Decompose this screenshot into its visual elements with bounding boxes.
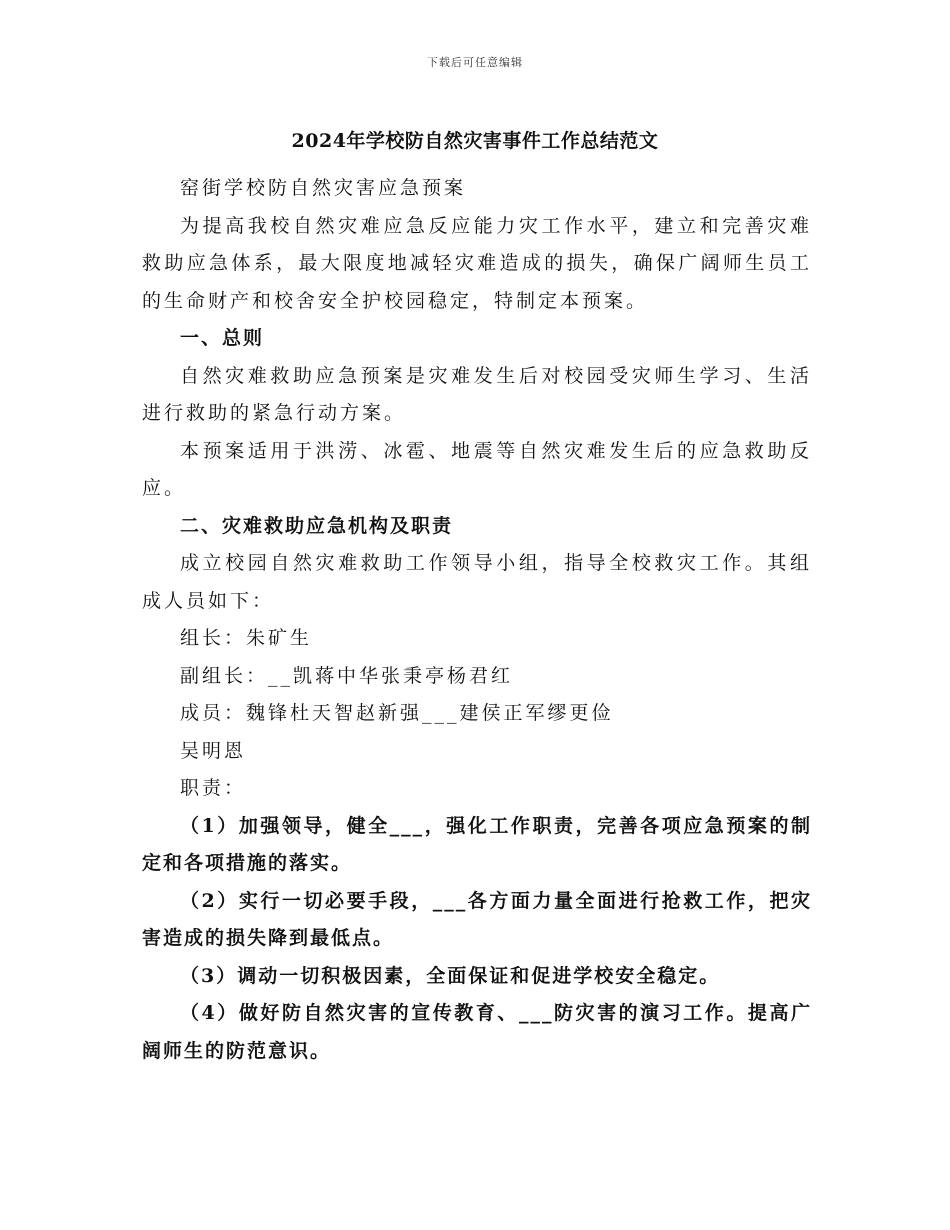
members-continued-line: 吴明恩 — [180, 739, 247, 762]
section-heading-general: 一、总则 — [180, 327, 265, 349]
header-note: 下载后可任意编辑 — [427, 56, 523, 69]
duty-item-3: （3）调动一切积极因素，全面保证和促进学校安全稳定。 — [180, 964, 721, 987]
document-title: 2024年学校防自然灾害事件工作总结范文 — [291, 130, 659, 152]
duty-item-1: （1）加强领导，健全___，强化工作职责，完善各项应急预案的制定和各项措施的落实。 — [142, 814, 812, 874]
document-body — [142, 170, 812, 1070]
purpose-paragraph: 为提高我校自然灾难应急反应能力灾工作水平，建立和完善灾难救助应急体系，最大限度地减轻灾难造成的损失，确保广阔师生员工的生命财产和校舍安全护校园稳定，特制定本预案。 — [142, 214, 812, 312]
deputy-leader-line: 副组长：__凯蒋中华张秉亭杨君红 — [180, 664, 514, 687]
organization-paragraph: 成立校园自然灾难救助工作领导小组，指导全校救灾工作。其组成人员如下： — [142, 552, 812, 612]
duty-item-4: （4）做好防自然灾害的宣传教育、___防灾害的演习工作。提高广阔师生的防范意识。 — [142, 1002, 812, 1062]
scope-paragraph: 本预案适用于洪涝、冰雹、地震等自然灾难发生后的应急救助反应。 — [142, 439, 812, 499]
leader-line: 组长：朱矿生 — [180, 627, 313, 649]
section-heading-organization: 二、灾难救助应急机构及职责 — [180, 514, 454, 537]
members-line: 成员：魏锋杜天智赵新强___建侯正军缪更俭 — [180, 702, 614, 724]
duty-item-2: （2）实行一切必要手段，___各方面力量全面进行抢救工作，把灾害造成的损失降到最低点。 — [142, 889, 812, 949]
plan-name-paragraph: 窑街学校防自然灾害应急预案 — [180, 177, 467, 199]
duties-label: 职责： — [180, 777, 247, 799]
general-definition-paragraph: 自然灾难救助应急预案是灾难发生后对校园受灾师生学习、生活进行救助的紧急行动方案。 — [142, 364, 812, 424]
